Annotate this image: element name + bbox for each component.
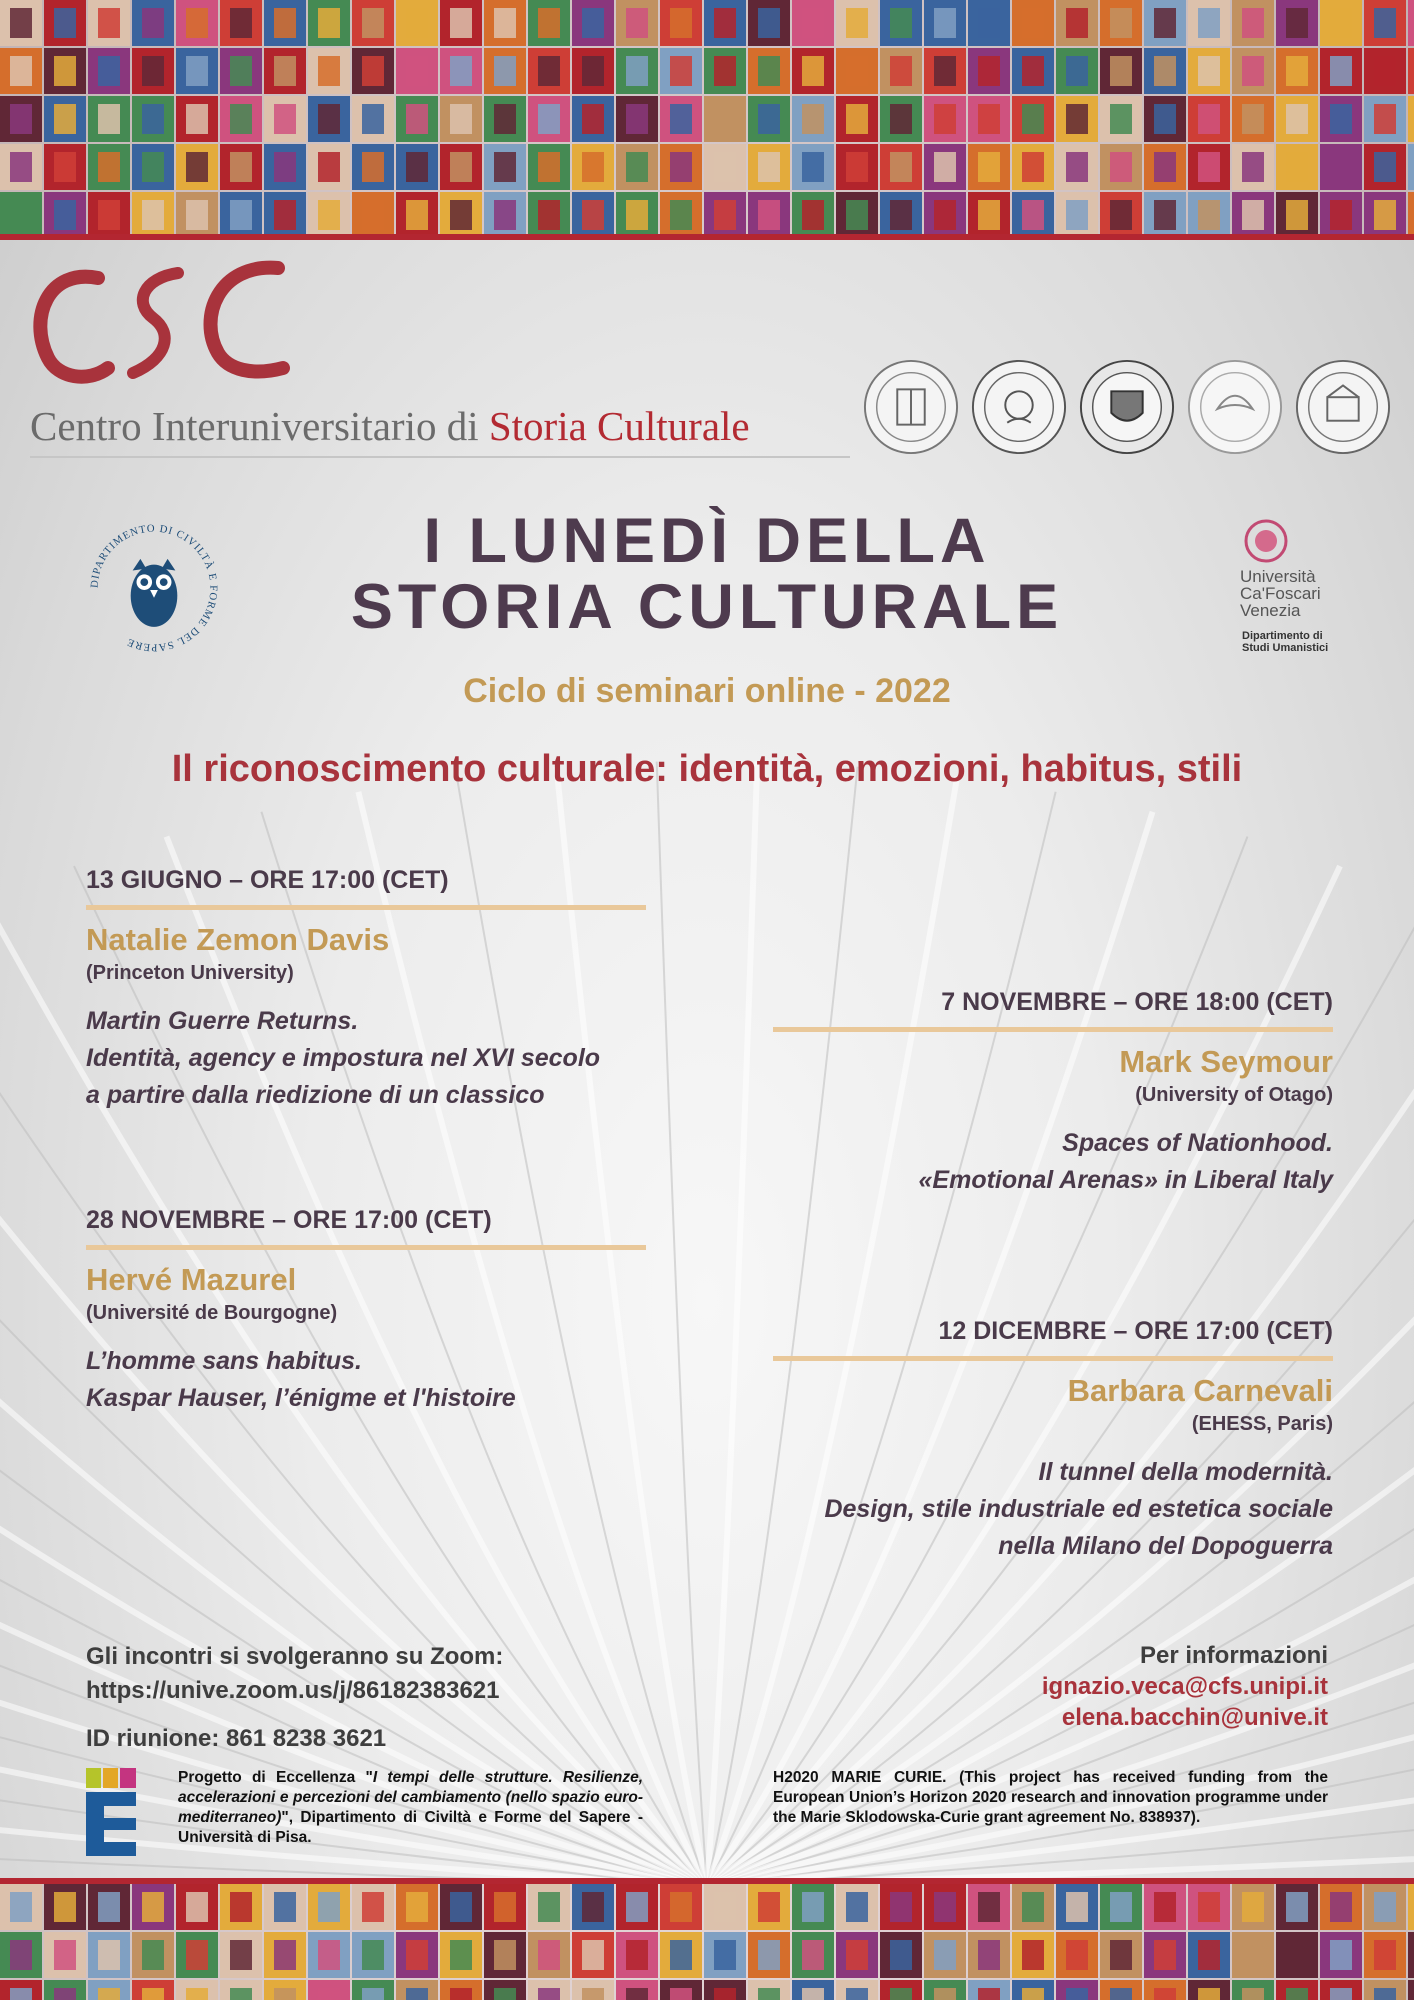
tapestry-pattern: [0, 1884, 1414, 2000]
seminar-date: 12 DICEMBRE – ORE 17:00 (CET): [773, 1317, 1333, 1361]
seminar-speaker: Barbara Carnevali: [1067, 1373, 1333, 1408]
seminar-talk-line: Il tunnel della modernità.: [1038, 1458, 1333, 1486]
h2020-funding-text: H2020 MARIE CURIE. (This project has received funding from the European Union’s Horizon 2020 research and innovation programme under the Marie Sklodowska-Curie grant agreement No. 838937).: [773, 1769, 1328, 1826]
seminar-speaker: Hervé Mazurel: [86, 1262, 297, 1297]
seminar-talk-title: [773, 1454, 1333, 1565]
seminar-card: [773, 988, 1333, 1199]
zoom-link[interactable]: https://unive.zoom.us/j/86182383621: [86, 1677, 500, 1704]
seminar-affiliation: (University of Otago): [1135, 1084, 1333, 1106]
seminar-talk-line: Design, stile industriale ed estetica sociale: [824, 1495, 1333, 1523]
ca-foscari-department: [1242, 630, 1362, 654]
seminar-talk-line: Martin Guerre Returns.: [86, 1007, 359, 1035]
top-tapestry-banner: [0, 0, 1414, 240]
eccellenza-logo-icon: [86, 1768, 136, 1856]
seminar-talk-line: Kaspar Hauser, l’énigme et l'histoire: [86, 1384, 516, 1412]
seminar-date: 7 NOVEMBRE – ORE 18:00 (CET): [773, 988, 1333, 1032]
padova-seal-icon: [970, 358, 1068, 456]
ca-foscari-dept1: Dipartimento di: [1242, 630, 1323, 642]
seminar-talk-line: nella Milano del Dopoguerra: [998, 1532, 1333, 1560]
seminar-talk-line: Identità, agency e impostura nel XVI secolo: [86, 1044, 601, 1072]
ca-foscari-dept2: Studi Umanistici: [1242, 642, 1329, 654]
eccellenza-suffix: ", Dipartimento di Civiltà e Forme del Sapere - Università di Pisa.: [178, 1809, 643, 1846]
center-name-highlight: Storia Culturale: [488, 403, 750, 449]
contact-email-link[interactable]: elena.bacchin@unive.it: [1061, 1704, 1328, 1731]
seminar-card: [86, 866, 646, 1114]
seminar-affiliation: (Université de Bourgogne): [86, 1302, 338, 1324]
eccellenza-project-text: [178, 1768, 643, 1848]
seminar-talk-line: «Emotional Arenas» in Liberal Italy: [918, 1166, 1333, 1194]
seminar-affiliation: (EHESS, Paris): [1191, 1413, 1333, 1435]
contact-email-link[interactable]: ignazio.veca@cfs.unipi.it: [1041, 1673, 1328, 1700]
page-title: [300, 508, 1114, 640]
tapestry-pattern: [0, 0, 1414, 240]
seminar-date: 13 GIUGNO – ORE 17:00 (CET): [86, 866, 646, 910]
zoom-intro: Gli incontri si svolgeranno su Zoom:: [86, 1643, 504, 1670]
eccellenza-prefix: Progetto di Eccellenza ": [178, 1769, 373, 1786]
zoom-info: [86, 1640, 686, 1756]
seminar-talk-line: Spaces of Nationhood.: [1062, 1129, 1333, 1157]
series-theme: Il riconoscimento culturale: identità, emozioni, habitus, stili: [171, 748, 1243, 790]
seminar-talk-title: [773, 1125, 1333, 1199]
bottom-tapestry-banner: [0, 1878, 1414, 2000]
seminar-talk-title: [86, 1343, 646, 1417]
seminar-card: [773, 1317, 1333, 1565]
center-name-prefix: Centro Interuniversitario di: [30, 403, 489, 449]
csc-logo-icon: [28, 258, 328, 398]
verona-seal-icon: [1294, 358, 1392, 456]
ca-foscari-name: [1240, 568, 1370, 619]
series-subtitle: Ciclo di seminari online - 2022: [463, 672, 951, 710]
seminar-talk-line: a partire dalla riedizione di un classico: [86, 1081, 545, 1109]
center-name: [30, 402, 850, 458]
ca-foscari-line1: Università: [1240, 567, 1316, 586]
eccellenza-project-title: I tempi delle strutture. Resilienze, accelerazioni e percezioni del cambiamento (nello spazio euro-mediterraneo): [178, 1769, 643, 1826]
bologna-seal-icon: [862, 358, 960, 456]
ca-foscari-line3: Venezia: [1240, 601, 1301, 620]
seminar-speaker: Mark Seymour: [1119, 1044, 1333, 1079]
owl-department-logo-icon: [86, 520, 222, 656]
seminar-date: 28 NOVEMBRE – ORE 17:00 (CET): [86, 1206, 646, 1250]
seminar-speaker: Natalie Zemon Davis: [86, 922, 390, 957]
contact-label: Per informazioni: [1139, 1642, 1328, 1669]
seminar-card: [86, 1206, 646, 1417]
seminar-talk-title: [86, 1003, 646, 1114]
seminar-talk-line: L’homme sans habitus.: [86, 1347, 362, 1375]
owl-logo-text: DIPARTIMENTO DI CIVILTÀ E FORME DEL SAPERE: [88, 522, 220, 654]
page-title-line1: I LUNEDÌ DELLA: [423, 506, 991, 576]
ca-foscari-line2: Ca'Foscari: [1240, 584, 1321, 603]
seminar-affiliation: (Princeton University): [86, 962, 294, 984]
venezia-seal-icon: [1186, 358, 1284, 456]
contact-info: [800, 1640, 1328, 1733]
zoom-meeting-id: ID riunione: 861 8238 3621: [86, 1725, 387, 1752]
page-title-line2: STORIA CULTURALE: [350, 572, 1064, 642]
trieste-seal-icon: [1078, 358, 1176, 456]
